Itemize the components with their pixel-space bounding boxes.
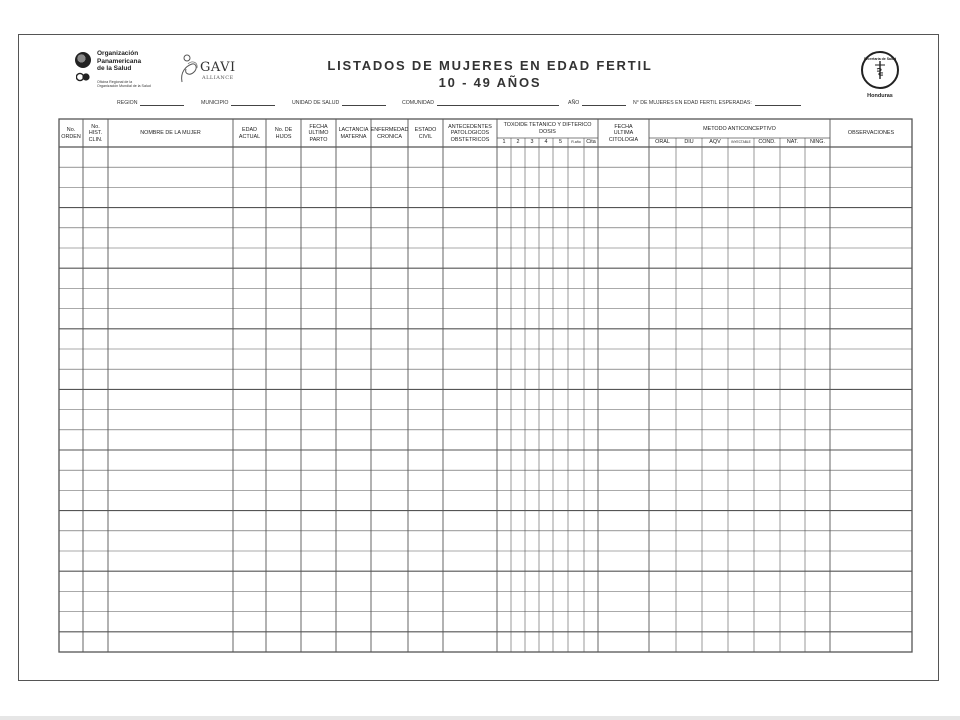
- col-header-dosis-4: 4: [544, 139, 548, 146]
- col-header-toxoide: TOXOIDE TETANICO Y DIFTERICO DOSIS: [503, 122, 592, 135]
- form-title: LISTADOS DE MUJERES EN EDAD FERTIL: [327, 58, 653, 73]
- col-header-lactancia: LACTANCIA MATERNA: [338, 126, 369, 140]
- seal-caption: Secretaría de Salud: [863, 57, 897, 61]
- unidad-label: UNIDAD DE SALUD: [292, 100, 340, 106]
- col-header-cita: Cita: [586, 139, 596, 146]
- col-header-diu: DIU: [684, 139, 694, 146]
- col-header-dosis-1: 1: [502, 139, 506, 146]
- ops-org-subtitle: Oficina Regional de la Organización Mundial de la Salud: [97, 80, 151, 89]
- col-header-oral: ORAL: [655, 139, 670, 146]
- gavi-subtitle: ALLIANCE: [202, 75, 234, 81]
- col-header-cond: COND.: [758, 139, 776, 146]
- form-subtitle: 10 - 49 AÑOS: [438, 75, 542, 90]
- col-header-refuerzo-anio: R.año: [571, 140, 581, 145]
- col-header-enfermedad: ENFERMEDAD CRONICA: [370, 126, 409, 140]
- comunidad-label: COMUNIDAD: [402, 100, 434, 106]
- ops-org-name: Organización Panamericana de la Salud: [97, 50, 142, 72]
- col-header-hijos: No. DE HIJOS: [274, 126, 293, 140]
- col-header-antecedentes: ANTECEDENTES PATOLOGICOS OBSTETRICOS: [448, 123, 492, 143]
- gavi-wordmark: GAVI: [200, 60, 236, 75]
- col-header-hist-clin: No. HIST. CLIN.: [88, 123, 103, 143]
- seal-country: Honduras: [867, 93, 893, 99]
- col-header-aqv: AQV: [709, 139, 721, 146]
- col-header-orden: No. ORDEN: [61, 126, 81, 140]
- col-header-dosis-5: 5: [559, 139, 562, 146]
- col-header-inyectable: INYECTABLE: [731, 140, 751, 145]
- col-header-metodo: METODO ANTICONCEPTIVO: [703, 125, 776, 132]
- col-header-dosis-3: 3: [530, 139, 534, 146]
- col-header-citologia: FECHA ULTIMA CITOLOGIA: [608, 123, 639, 143]
- col-header-observaciones: OBSERVACIONES: [847, 130, 895, 137]
- esperadas-label: N° DE MUJERES EN EDAD FERTIL ESPERADAS:: [633, 100, 752, 106]
- col-header-ning: NING.: [810, 139, 825, 146]
- col-header-nombre: NOMBRE DE LA MUJER: [140, 130, 201, 137]
- col-header-nat: NAT.: [786, 139, 799, 146]
- anio-label: AÑO: [568, 100, 580, 106]
- col-header-edad: EDAD ACTUAL: [238, 126, 261, 140]
- region-label: REGION: [117, 100, 138, 106]
- municipio-label: MUNICIPIO: [201, 100, 229, 106]
- table-border: [59, 119, 912, 652]
- col-header-dosis-2: 2: [516, 139, 520, 146]
- col-header-ultimo-parto: FECHA ULTIMO PARTO: [308, 123, 329, 143]
- col-header-estado-civil: ESTADO CIVIL: [414, 126, 437, 140]
